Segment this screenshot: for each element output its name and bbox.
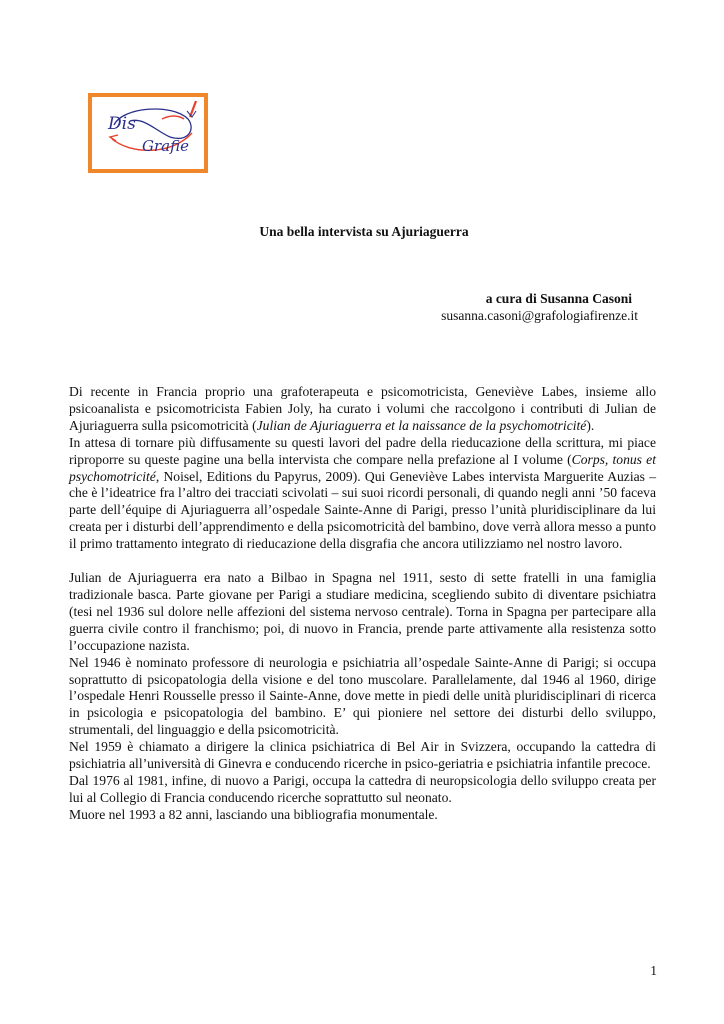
logo-text-dis: Dis — [108, 114, 136, 134]
bio-paragraph-4: Dal 1976 al 1981, infine, di nuovo a Parigi, occupa la cattedra di neuropsicologia dello sviluppo creata per lui al Collegio di Francia conducendo ricerche soprattutto sul neonato. — [69, 772, 656, 805]
bio-paragraph-2: Nel 1946 è nominato professore di neurologia e psichiatria all’ospedale Sainte-Anne di Parigi; si occupa soprattutto di psicopatologia della visione e del tono muscolare. Parallelamente, dal 1946 al 1960, dirige l’ospedale Henri Rousselle presso il Sainte-Anne, dove mette in piedi delle unità pluridisciplinari di ricerca in psicologia e psicopatologia del bambino. E’ qui pioniere nel settore dei disturbi dello sviluppo, strumentali, del linguaggio e della psicomotricità. — [69, 654, 656, 738]
bio-paragraph-1: Julian de Ajuriaguerra era nato a Bilbao in Spagna nel 1911, sesto di sette fratelli in una famiglia tradizionale basca. Parte giovane per Parigi a studiare medicina, scegliendo subito di diventare psichiatra (tesi nel 1936 sul dolore nelle affezioni del sistema nervoso centrale). Torna in Spagna per partecipare alla guerra civile contro il franchismo; poi, di nuovo in Francia, prende parte attivamente alla resistenza sotto l’occupazione nazista. — [69, 570, 656, 653]
context-book-title: Corps, tonus et psychomotricité — [69, 451, 656, 484]
author-name: a cura di Susanna Casoni — [485, 291, 632, 306]
bio-paragraph-3: Nel 1959 è chiamato a dirigere la clinica psichiatrica di Bel Air in Svizzera, occupando la cattedra di psichiatria all’università di Ginevra e conducendo ricerche in psico-geriatria e psichiatria infantile precoce. — [69, 739, 656, 772]
intro-text-c: ). — [586, 417, 595, 433]
page-title: Una bella intervista su Ajuriaguerra — [259, 224, 469, 239]
intro-text-a: Di recente in Francia proprio una grafoterapeuta e psicomotricista, Geneviève Labes, insieme allo psicoanalista e psicomotricista Fabien Joly, ha curato i volumi che raccolgono i contributi di Julian de Ajuriaguerra sulla psicomotricità ( — [69, 384, 656, 433]
intro-book-title: Julian de Ajuriaguerra et la naissance de la psychomotricité — [256, 417, 587, 433]
disgrafie-logo-art — [92, 97, 204, 169]
context-text-c: , Noisel, Editions du Papyrus, 2009). Qui Geneviève Labes intervista Marguerite Auzias – che è l’ideatrice fra l’altro dei tracciati scivolati – sui suoi ricordi personali, di quando negli anni ’50 faceva parte dell’équipe di Ajuriaguerra all’ospedale Sainte-Anne di Parigi, presso l’unità pluridisciplinare da lui creata per i disturbi dell’apprendimento e della psicomotricità del bambino, dove verrà allora messo a punto il primo trattamento integrato di rieducazione della disgrafia che ancora utilizziamo nel nostro lavoro. — [69, 468, 656, 552]
bio-paragraph-5: Muore nel 1993 a 82 anni, lasciando una bibliografia monumentale. — [69, 806, 438, 822]
intro-paragraph — [69, 384, 656, 435]
byline — [441, 290, 638, 324]
context-paragraph — [69, 435, 656, 553]
article-body — [69, 384, 656, 824]
page-number: 1 — [650, 963, 657, 978]
disgrafie-logo — [88, 93, 208, 173]
logo-text-grafie: Grafie — [142, 137, 189, 155]
author-email: susanna.casoni@grafologiafirenze.it — [441, 308, 638, 323]
context-text-a: In attesa di tornare più diffusamente su questi lavori del padre della rieducazione della scrittura, mi piace riproporre su queste pagine una bella intervista che compare nella prefazione al I volume ( — [69, 434, 656, 467]
paragraph-gap — [69, 553, 656, 570]
